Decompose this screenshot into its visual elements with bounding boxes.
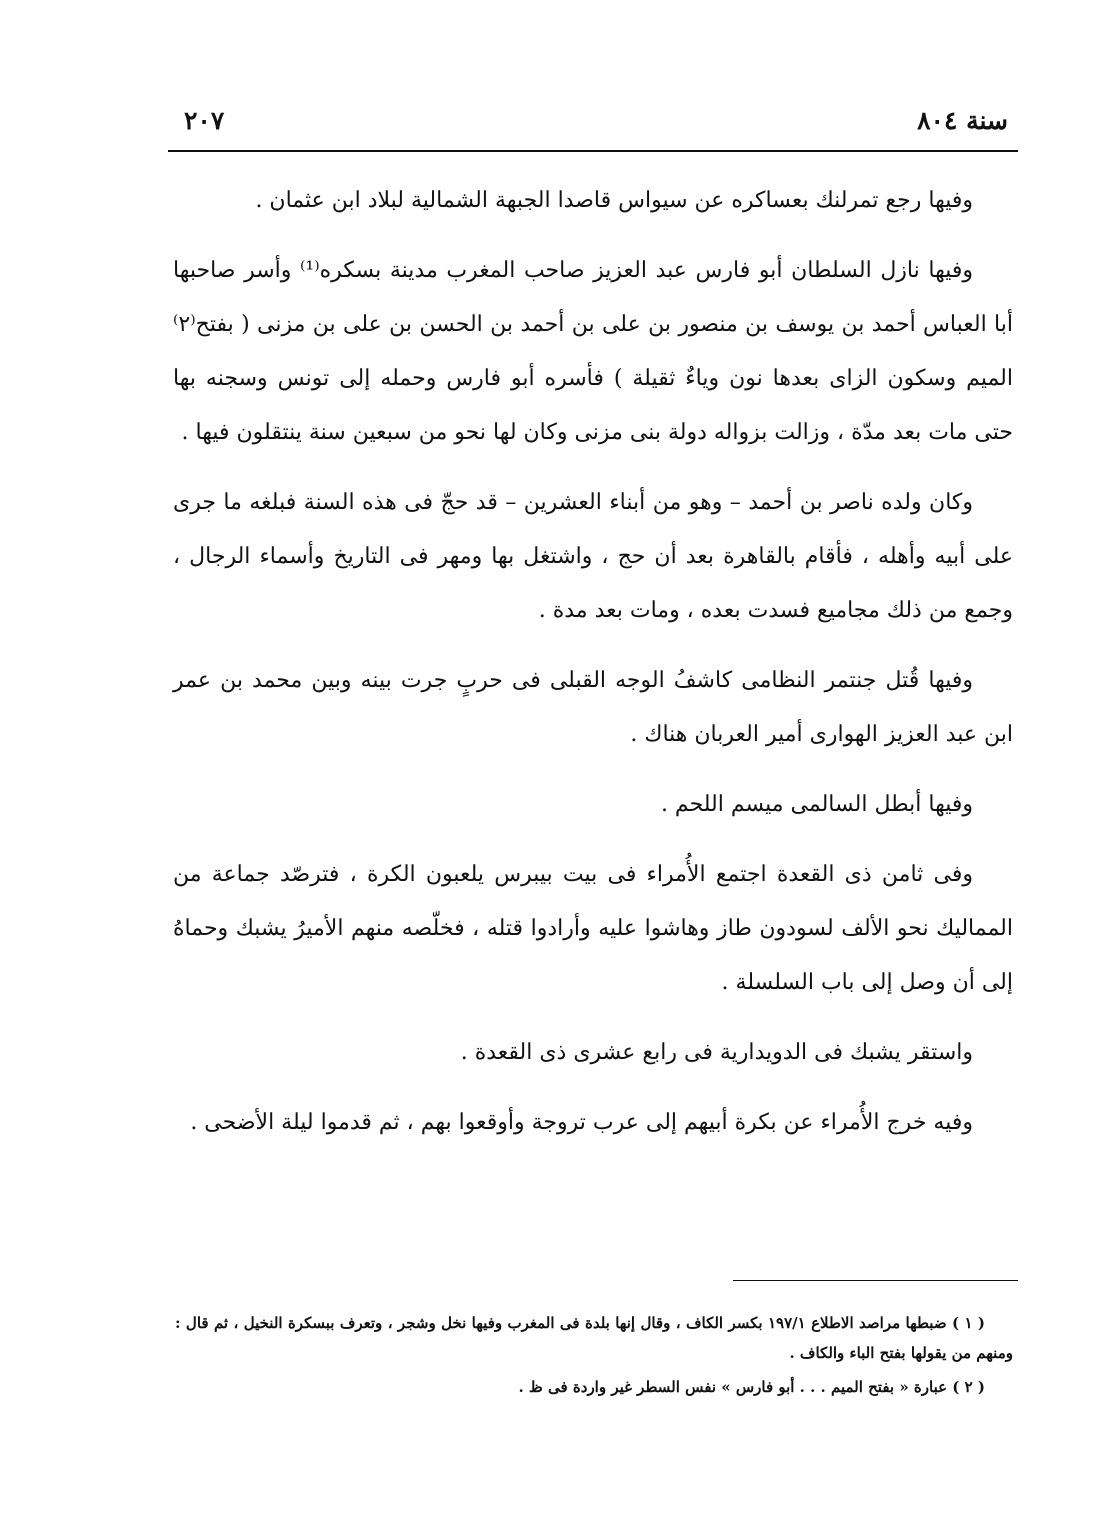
page-header xyxy=(168,106,1018,146)
footnote: ( ٢ ) عبارة « بفتح الميم . . . أبو فارس » نفس السطر غير واردة فى ظ . xyxy=(518,1378,985,1396)
paragraph: وفى ثامن ذى القعدة اجتمع الأُمراء فى بيت بيبرس يلعبون الكرة ، فترصّد جماعة من المماليك نحو الألف لسودون طاز وهاشوا عليه وأرادوا قتله ، فخلّصه منهم الأميرُ يشبك وحماهُ إلى أن وصل إلى باب السلسلة . xyxy=(173,862,1013,995)
page-number: ٢٠٧ xyxy=(184,106,225,135)
paragraph: وفيها أبطل السالمى ميسم اللحم . xyxy=(660,792,973,817)
paragraph: واستقر يشبك فى الدويدارية فى رابع عشرى ذى القعدة . xyxy=(460,1040,973,1065)
footnote-rule xyxy=(733,1280,1018,1281)
paragraph: وفيها قُتل جنتمر النظامى كاشفُ الوجه القبلى فى حربٍ جرت بينه وبين محمد بن عمر ابن عبد العزيز الهوارى أمير العربان هناك . xyxy=(173,668,1013,747)
running-title: سنة ٨٠٤ xyxy=(917,106,1008,135)
footnotes xyxy=(175,1308,1013,1406)
paragraph: وفيها نازل السلطان أبو فارس عبد العزيز صاحب المغرب مدينة بسكره⁽¹⁾ وأسر صاحبها أبا العباس أحمد بن يوسف بن منصور بن على بن أحمد بن الحسن بن على بن مزنى ( بفتح⁽٢⁾ الميم وسكون الزاى بعدها نون وياءٌ ثقيلة ) فأسره أبو فارس وحمله إلى تونس وسجنه بها حتى مات بعد مدّة ، وزالت بزواله دولة بنى مزنى وكان لها نحو من سبعين سنة ينتقلون فيها . xyxy=(173,258,1013,445)
paragraph: وكان ولده ناصر بن أحمد – وهو من أبناء العشرين – قد حجّ فى هذه السنة فبلغه ما جرى على أبيه وأهله ، فأقام بالقاهرة بعد أن حج ، واشتغل بها ومهر فى التاريخ وأسماء الرجال ، وجمع من ذلك مجاميع فسدت بعده ، ومات بعد مدة . xyxy=(173,490,1013,623)
footnote: ( ١ ) ضبطها مراصد الاطلاع ١٩٧/١ بكسر الكاف ، وقال إنها بلدة فى المغرب وفيها نخل وشجر ، وتعرف ببسكرة النخيل ، ثم قال : ومنهم من يقولها بفتح الباء والكاف . xyxy=(175,1314,1013,1362)
header-rule xyxy=(168,150,1018,152)
paragraph: وفيها رجع تمرلنك بعساكره عن سيواس قاصدا الجبهة الشمالية لبلاد ابن عثمان . xyxy=(255,188,973,213)
main-text xyxy=(173,174,1013,1166)
paragraph: وفيه خرج الأُمراء عن بكرة أبيهم إلى عرب تروجة وأوقعوا بهم ، ثم قدموا ليلة الأضحى . xyxy=(190,1110,973,1135)
